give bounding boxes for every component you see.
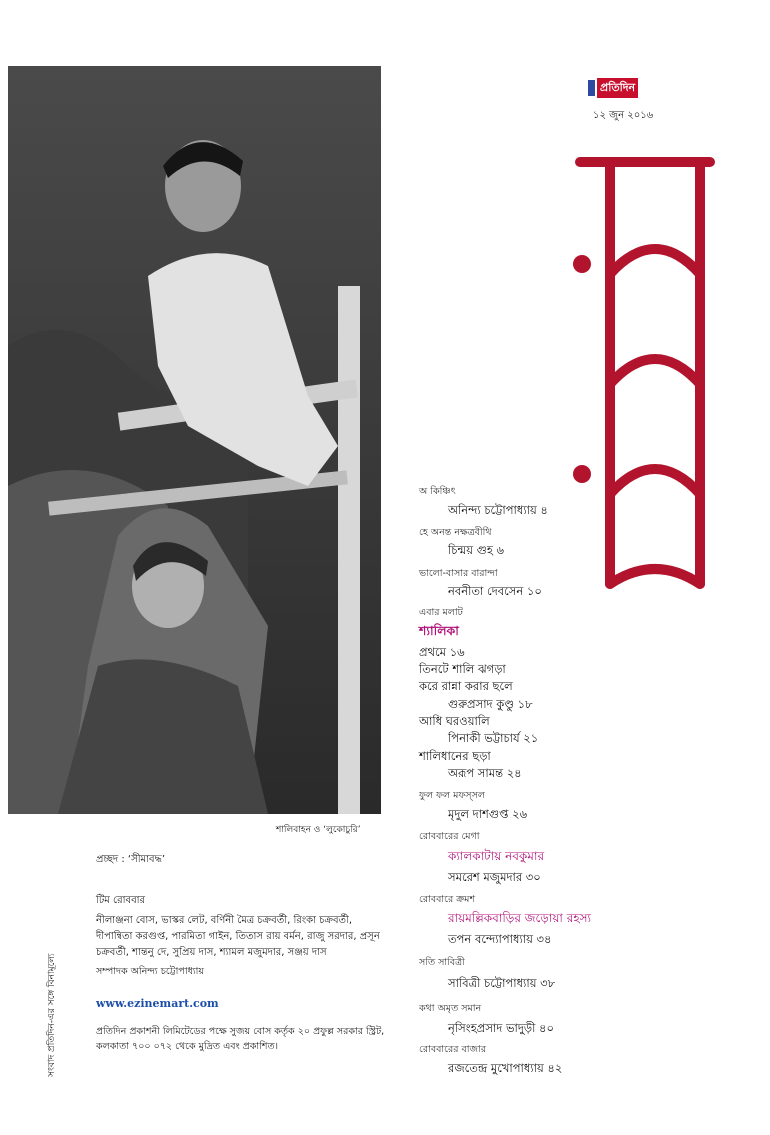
toc-entry: মৃদুল দাশগুপ্ত ২৬	[448, 807, 528, 821]
toc-section-label: হে অনন্ত নক্ষত্রবীথি	[419, 527, 492, 538]
toc-section-label: সতি সাবিত্রী	[419, 957, 465, 968]
masthead-bow-2	[610, 359, 700, 384]
brand-name: প্রতিদিন	[597, 78, 638, 98]
toc-entry: নৃসিংহপ্রসাদ ভাদুড়ী ৪০	[448, 1021, 554, 1035]
toc-entry: শ্যালিকা	[419, 623, 459, 638]
toc-section-label: রোববারে ক্রমশ	[419, 894, 476, 905]
toc-section-label: ফুল ফল মফস্‌সল	[419, 790, 485, 801]
toc-entry: সাবিত্রী চট্টোপাধ্যায় ৩৮	[448, 976, 556, 990]
toc-entry: অরূপ সামন্ত ২৪	[448, 766, 522, 780]
issue-date: ১২ জুন ২০১৬	[593, 110, 654, 121]
website-link[interactable]: www.ezinemart.com	[96, 997, 219, 1010]
toc-section-label: এবার মলাট	[419, 607, 463, 618]
cover-photo-illustration	[8, 66, 381, 814]
masthead-bow-1	[610, 249, 700, 274]
toc-entry: তিনটে শালি ঝগড়া	[419, 662, 506, 676]
team-members: নীলাঞ্জনা বোস, ভাস্কর লেট, বর্ণিনী মৈত্র চক্রবর্তী, রিংকা চক্রবর্তী, দীপান্বিতা করগুপ্ত, পারমিতা গাইন, তিতাস রায় বর্মন, রাজু সরদার, প্রসূন চক্রবর্তী, শান্তনু দে, সুপ্রিয় দাস, শ্যামল মজুমদার, সঞ্জয় দাস	[96, 915, 380, 958]
editor-credit: সম্পাদক অনিন্দ্য চট্টোপাধ্যায়	[96, 966, 205, 977]
toc-entry: শালিধানের ছড়া	[419, 749, 491, 763]
brand-mark-icon	[588, 80, 595, 96]
toc-entry: নবনীতা দেবসেন ১০	[448, 584, 542, 598]
masthead-logo	[560, 154, 720, 614]
toc-entry: রজতেন্দ্র মুখোপাধ্যায় ৪২	[448, 1061, 563, 1075]
toc-section-label: রোববারের বাজার	[419, 1044, 486, 1055]
toc-entry: গুরুপ্রসাদ কুণ্ডু ১৮	[448, 697, 533, 711]
toc-section-label: অ কিঞ্চিৎ	[419, 486, 456, 497]
toc-entry: ক্যালকাটায় নবকুমার	[448, 849, 545, 863]
cover-photo	[8, 66, 381, 814]
toc-section-label: কথা অমৃত সমান	[419, 1003, 482, 1014]
masthead-logo-icon	[560, 154, 720, 614]
vertical-credit: সংবাদ প্রতিদিন-এর সঙ্গে বিনামূল্যে	[47, 953, 57, 1077]
toc-entry: সমরেশ মজুমদার ৩০	[448, 870, 541, 884]
photo-caption: শালিবাহন ও ‘লুকোচুরি’	[276, 825, 361, 835]
toc-entry: চিন্ময় গুহ ৬	[448, 543, 505, 557]
cover-credit: প্রচ্ছদ : ‘সীমাবদ্ধ’	[96, 854, 166, 865]
toc-entry: তপন বন্দ্যোপাধ্যায় ৩৪	[448, 932, 552, 946]
masthead-base	[610, 569, 700, 584]
toc-section-label: রোববারের মেগা	[419, 831, 480, 842]
toc-entry: অনিন্দ্য চট্টোপাধ্যায় ৪	[448, 503, 548, 517]
toc-entry: রায়মল্লিকবাড়ির জড়োয়া রহস্য	[448, 911, 592, 925]
toc-entry: করে রান্না করার ছলে	[419, 679, 513, 693]
toc-entry: প্রথমে ১৬	[419, 645, 465, 659]
publisher-note: প্রতিদিন প্রকাশনী লিমিটেডের পক্ষে সুজয় বোস কর্তৃক ২০ প্রফুল্ল সরকার স্ট্রিট, কলকাতা ৭০০ ০৭২ থেকে মুদ্রিত এবং প্রকাশিত।	[96, 1026, 385, 1052]
brand-logo	[588, 77, 660, 99]
masthead-bow-3	[610, 469, 700, 494]
toc-section-label: ভালো-বাসার বারান্দা	[419, 568, 498, 579]
toc-entry: আধি ঘরওয়ালি	[419, 714, 490, 728]
toc-entry: পিনাকী ভট্টাচার্য ২১	[448, 731, 539, 745]
team-heading: টিম রোববার	[96, 895, 146, 906]
